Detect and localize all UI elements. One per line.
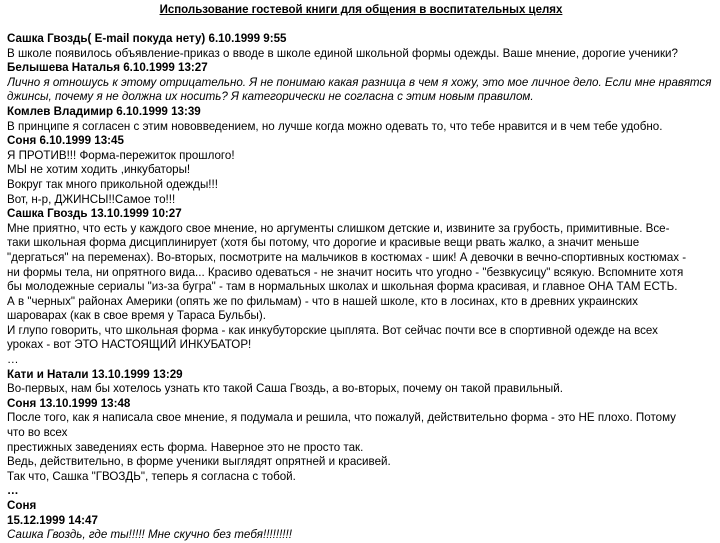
entry-text-line: Лично я отношусь к этому отрицательно. Я не понимаю какая разница в чем я хожу, это мое личное дело. Если мне нравятся (7, 75, 712, 89)
entry-text-line: престижных заведениях есть форма. Наверное это не просто так. (7, 440, 364, 454)
entry-author-line: Белышева Наталья 6.10.1999 13:27 (7, 61, 208, 75)
entry-author-line: Соня 13.10.1999 13:48 (7, 396, 131, 410)
entry-text-line: В школе появилось объявление-приказ о вводе в школе единой школьной формы одежды. Ваше мнение, дорогие ученики? (7, 46, 678, 60)
entry-author-line: Сашка Гвоздь( E-mail покуда нету) 6.10.1999 9:55 (7, 32, 287, 45)
entry-text-line: ни формы тела, ни опрятного вида... Красиво одеваться - не значит носить что угодно - "безвкусицу" всякую. Вспомните хотя (7, 265, 684, 279)
entry-text-line: Сашка Гвоздь, где ты!!!!! Мне скучно без тебя!!!!!!!!! (7, 528, 292, 542)
entry-author-line: Кати и Натали 13.10.1999 13:29 (7, 367, 183, 381)
entry-text-line: И глупо говорить, что школьная форма - как инкубуторские цыплята. Вот сейчас почти все в спортивной одежде на всех (7, 323, 658, 337)
entry-text-line: Вокруг так много прикольной одежды!!! (7, 177, 218, 191)
entry-text-line: бы молодежные сериалы "из-за бугра" - там в нормальных школах и школьная форма красивая, и главное ОНА ТАМ ЕСТЬ. (7, 280, 678, 294)
guestbook-entries (7, 32, 715, 543)
entry-text-line: Так что, Сашка "ГВОЗДЬ", теперь я согласна с тобой. (7, 469, 296, 483)
entry-author-line: Комлев Владимир 6.10.1999 13:39 (7, 104, 201, 118)
entry-author-line: … (7, 484, 19, 498)
entry-text-line: Я ПРОТИВ!!! Форма-пережиток прошлого! (7, 148, 235, 162)
entry-author-line: Соня 6.10.1999 13:45 (7, 134, 124, 148)
page-title: Использование гостевой книги для общения в воспитательных целях (159, 4, 563, 16)
entry-text-line: "дергаться" на переменах). Во-вторых, посмотрите на мальчиков в костюмах - шик! А девочки в вечно-спортивных костюмах - (7, 250, 687, 264)
entry-text-line: что во всех (7, 426, 68, 440)
entry-text-line: шароварах (как в свое время у Тараса Бульбы). (7, 309, 266, 323)
entry-text-line: Мне приятно, что есть у каждого свое мнение, но аргументы слишком детские и, извините за грубость, примитивные. Все- (7, 221, 670, 235)
entry-author-line: 15.12.1999 14:47 (7, 513, 98, 527)
entry-text-line: уроках - вот ЭТО НАСТОЯЩИЙ ИНКУБАТОР! (7, 338, 252, 352)
entry-text-line: А в "черных" районах Америки (опять же по фильмам) - что в нашей школе, кто в лосинах, кто в древних украинских (7, 294, 638, 308)
entry-text-line: В принципе я согласен с этим нововведением, но лучше когда можно одевать то, что тебе нравится и в чем тебе удобно. (7, 119, 663, 133)
title-spacer (7, 18, 715, 32)
entry-author-line: Соня (7, 499, 37, 512)
entry-text-line: таки школьная форма дисциплинирует (хотя бы потому, что дорогие и красивые вещи рвать жалко, а значит меньше (7, 236, 640, 250)
entry-author-line: Сашка Гвоздь 13.10.1999 10:27 (7, 207, 182, 221)
guestbook-page (7, 0, 715, 543)
entry-text-line: Во-первых, нам бы хотелось узнать кто такой Саша Гвоздь, а во-вторых, почему он такой правильный. (7, 382, 563, 396)
entry-text-line: Вот, н-р, ДЖИНСЫ!!Самое то!!! (7, 192, 176, 206)
entry-text-line: джинсы, почему я не должна их носить? Я категорически не согласна с этим новым правилом. (7, 90, 534, 104)
entry-text-line: После того, как я написала свое мнение, я подумала и решила, что пожалуй, действительно форма - это НЕ плохо. Потому (7, 411, 676, 425)
entry-text-line: Ведь, действительно, в форме ученики выглядят опрятней и красивей. (7, 455, 391, 469)
entry-text-line: … (7, 353, 19, 367)
entry-text-line: МЫ не хотим ходить ,инкубаторы! (7, 163, 191, 177)
